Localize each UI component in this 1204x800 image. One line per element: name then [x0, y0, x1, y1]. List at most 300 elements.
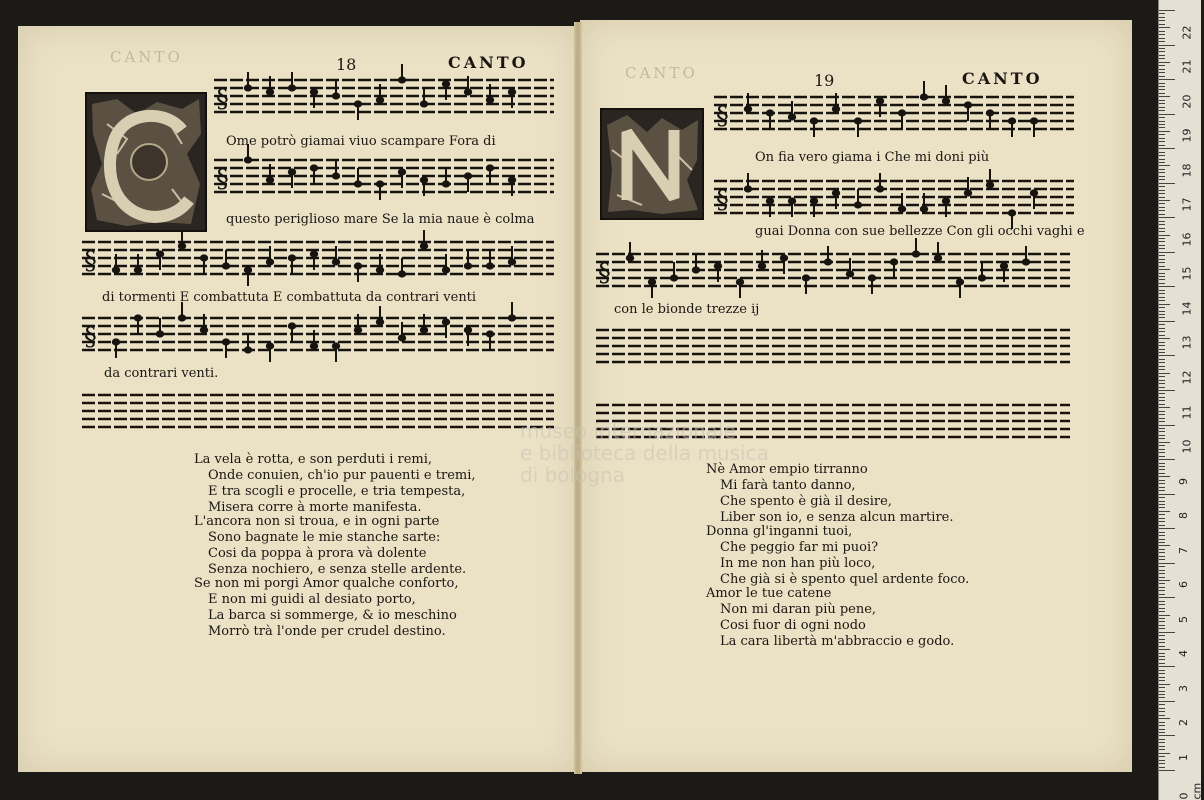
music-staff: [82, 306, 554, 362]
ruler-tick: [1159, 653, 1165, 654]
ruler-tick: [1159, 297, 1165, 298]
ruler-tick: [1159, 45, 1175, 46]
ruler-tick: [1159, 767, 1165, 768]
ruler-tick: [1159, 597, 1175, 598]
ruler-tick: [1159, 746, 1165, 747]
ruler-tick: [1159, 542, 1165, 543]
verse-stanza: [194, 576, 459, 640]
ruler-tick: [1159, 587, 1165, 588]
ruler-tick: [1159, 525, 1165, 526]
ruler-tick: [1159, 124, 1165, 125]
ruler-tick: [1159, 390, 1175, 391]
watermark-line: e biblioteca della musica: [520, 441, 769, 465]
ruler-tick: [1159, 670, 1165, 671]
ruler-tick: [1159, 684, 1170, 685]
ruler-tick: [1159, 131, 1170, 132]
ruler-tick: [1159, 521, 1165, 522]
ruler-tick: [1159, 352, 1165, 353]
ruler-tick: [1159, 545, 1170, 546]
ruler-tick: [1159, 207, 1165, 208]
ruler-tick: [1159, 162, 1165, 163]
ruler-tick: [1159, 10, 1175, 11]
library-watermark: [520, 420, 769, 486]
ruler-tick: [1159, 269, 1170, 270]
ruler-tick: [1159, 656, 1165, 657]
ruler-tick: [1159, 342, 1165, 343]
ruler-tick: [1159, 27, 1170, 28]
ruler-tick: [1159, 556, 1165, 557]
verse-line: Non mi daran più pene,: [720, 602, 877, 617]
ruler-tick: [1159, 300, 1165, 301]
ruler-tick: [1159, 666, 1175, 667]
ruler-number: 10: [1180, 439, 1194, 454]
ruler-number: 3: [1177, 684, 1190, 692]
verse-line: Misera corre à morte manifesta.: [208, 500, 422, 515]
ruler-tick: [1159, 197, 1165, 198]
ruler-tick: [1159, 110, 1165, 111]
verse-line: Donna gl'inganni tuoi,: [706, 524, 853, 539]
ruler-tick: [1159, 704, 1165, 705]
ruler-tick: [1159, 193, 1165, 194]
verse-line: Onde conuien, ch'io pur pauenti e tremi,: [208, 468, 476, 483]
ruler-tick: [1159, 148, 1175, 149]
ruler-tick: [1159, 155, 1165, 156]
ruler-tick: [1159, 580, 1170, 581]
ruler-tick: [1159, 373, 1170, 374]
ruler-tick: [1159, 286, 1175, 287]
ruler-tick: [1159, 739, 1165, 740]
ruler-tick: [1159, 756, 1165, 757]
ruler-tick: [1159, 58, 1165, 59]
ruler-number: 12: [1180, 370, 1194, 385]
ruler-tick: [1159, 628, 1165, 629]
ruler-number: 13: [1180, 335, 1194, 350]
ruler-tick: [1159, 452, 1165, 453]
ruler-tick: [1159, 338, 1170, 339]
ruler-tick: [1159, 649, 1170, 650]
ruler-tick: [1159, 279, 1165, 280]
ruler-tick: [1159, 238, 1165, 239]
ruler-tick: [1159, 625, 1165, 626]
ruler-tick: [1159, 770, 1175, 771]
ruler-tick: [1159, 518, 1165, 519]
ruler-tick: [1159, 760, 1165, 761]
lyric-line: On fia vero giama i Che mi doni più: [755, 150, 990, 165]
ruler-tick: [1159, 266, 1165, 267]
music-staff: [596, 242, 1070, 298]
ruler-tick: [1159, 20, 1165, 21]
lyric-line: Ome potrò giamai viuo scampare Fora di: [226, 134, 496, 149]
ruler-tick: [1159, 425, 1175, 426]
ruler-tick: [1159, 632, 1175, 633]
ruler-tick: [1159, 103, 1165, 104]
ruler-tick: [1159, 539, 1165, 540]
ruler-tick: [1159, 362, 1165, 363]
ruler-tick: [1159, 742, 1165, 743]
ruler-tick: [1159, 134, 1165, 135]
lyric-line: da contrari venti.: [104, 366, 219, 381]
ruler-tick: [1159, 615, 1170, 616]
verse-line: La vela è rotta, e son perduti i remi,: [194, 452, 433, 467]
ruler-tick: [1159, 456, 1165, 457]
ruler-tick: [1159, 376, 1165, 377]
ruler-tick: [1159, 86, 1165, 87]
ruler-number: 16: [1180, 232, 1194, 247]
ruler-tick: [1159, 369, 1165, 370]
ruler-tick: [1159, 431, 1165, 432]
ruler-tick: [1159, 311, 1165, 312]
ruler-tick: [1159, 694, 1165, 695]
verse-stanza: [706, 524, 969, 588]
ruler-tick: [1159, 235, 1170, 236]
ruler-tick: [1159, 89, 1165, 90]
ruler-tick: [1159, 217, 1175, 218]
ruler-tick: [1159, 680, 1165, 681]
ruler-tick: [1159, 283, 1165, 284]
ruler-tick: [1159, 380, 1165, 381]
clef-glyph: §: [84, 246, 97, 277]
ruler-tick: [1159, 421, 1165, 422]
ruler-tick: [1159, 210, 1165, 211]
ruler-tick: [1159, 114, 1175, 115]
ruler-tick: [1159, 763, 1165, 764]
ruler-tick: [1159, 577, 1165, 578]
ruler-number: 17: [1180, 197, 1194, 212]
music-staff: [214, 72, 554, 120]
ruler-tick: [1159, 366, 1165, 367]
ruler-tick: [1159, 663, 1165, 664]
ruler-tick: [1159, 159, 1165, 160]
verse-line: In me non han più loco,: [720, 556, 876, 571]
lyric-line: questo periglioso mare Se la mia naue è colma: [226, 212, 535, 227]
ruler-tick: [1159, 186, 1165, 187]
ruler-tick: [1159, 701, 1175, 702]
ruler-tick: [1159, 397, 1165, 398]
ruler-tick: [1159, 355, 1175, 356]
ruler-tick: [1159, 400, 1165, 401]
ruler-tick: [1159, 618, 1165, 619]
ruler-tick: [1159, 314, 1165, 315]
ruler-tick: [1159, 559, 1165, 560]
ruler-tick: [1159, 601, 1165, 602]
ruler-tick: [1159, 504, 1165, 505]
ruler-tick: [1159, 359, 1165, 360]
ruler-tick: [1159, 659, 1165, 660]
ruler-tick: [1159, 276, 1165, 277]
ruler-tick: [1159, 262, 1165, 263]
ruler-tick: [1159, 152, 1165, 153]
ruler-tick: [1159, 501, 1165, 502]
ruler-tick: [1159, 735, 1175, 736]
ruler-number: 15: [1180, 266, 1194, 281]
ruler-tick: [1159, 335, 1165, 336]
ruler-number: 18: [1180, 163, 1194, 178]
ruler-tick: [1159, 715, 1165, 716]
running-head-left: CANTO: [448, 53, 529, 72]
ruler-tick: [1159, 252, 1175, 253]
show-through-heading-left: CANTO: [110, 48, 183, 66]
verse-line: E non mi guidi al desiato porto,: [208, 592, 416, 607]
ruler-tick: [1159, 611, 1165, 612]
ruler-tick: [1159, 62, 1170, 63]
ruler-tick: [1159, 117, 1165, 118]
ruler-tick: [1159, 214, 1165, 215]
ruler-tick: [1159, 621, 1165, 622]
ruler-tick: [1159, 729, 1165, 730]
ruler-tick: [1159, 583, 1165, 584]
ruler-number: 1: [1177, 754, 1190, 761]
ruler-tick: [1159, 324, 1165, 325]
verse-stanza: [194, 514, 466, 578]
ruler-tick: [1159, 259, 1165, 260]
ruler-tick: [1159, 449, 1165, 450]
music-staff: [82, 228, 554, 288]
clef-glyph: §: [216, 84, 229, 115]
ruler-tick: [1159, 293, 1165, 294]
clef-glyph: §: [716, 185, 729, 216]
ruler-tick: [1159, 438, 1165, 439]
ruler-tick: [1159, 677, 1165, 678]
ruler-tick: [1159, 407, 1170, 408]
ruler-number: 20: [1180, 94, 1194, 109]
running-head-right: CANTO: [962, 69, 1043, 88]
decorated-initial-n: [600, 108, 704, 220]
music-staff: [714, 170, 1074, 224]
ruler-tick: [1159, 691, 1165, 692]
ruler-tick: [1159, 138, 1165, 139]
ruler-tick: [1159, 476, 1170, 477]
ruler-tick: [1159, 172, 1165, 173]
ruler-tick: [1159, 51, 1165, 52]
ruler-tick: [1159, 17, 1165, 18]
watermark-line: di bologna: [520, 463, 625, 487]
verse-stanza: [194, 452, 476, 516]
ruler-number: 4: [1177, 650, 1190, 658]
ruler-tick: [1159, 121, 1165, 122]
ruler-tick: [1159, 552, 1165, 553]
clef-glyph: §: [716, 101, 729, 132]
ruler-number: 19: [1180, 128, 1194, 143]
ruler-tick: [1159, 190, 1165, 191]
ruler-tick: [1159, 507, 1165, 508]
ruler-tick: [1159, 635, 1165, 636]
ruler-tick: [1159, 141, 1165, 142]
ruler-tick: [1159, 428, 1165, 429]
verse-line: La cara libertà m'abbraccio e godo.: [720, 634, 955, 649]
ruler-number: 11: [1180, 405, 1194, 420]
ruler-tick: [1159, 200, 1170, 201]
verse-line: Cosi da poppa à prora và dolente: [208, 546, 427, 561]
measuring-ruler: [1158, 0, 1204, 800]
ruler-tick: [1159, 321, 1175, 322]
clef-glyph: §: [216, 164, 229, 195]
ruler-tick: [1159, 549, 1165, 550]
ruler-tick: [1159, 13, 1165, 14]
ruler-tick: [1159, 41, 1165, 42]
ruler-number: 21: [1180, 59, 1194, 74]
empty-staff: [82, 386, 554, 436]
ruler-tick: [1159, 317, 1165, 318]
empty-staff: [596, 322, 1070, 370]
ruler-tick: [1159, 349, 1165, 350]
ruler-tick: [1159, 72, 1165, 73]
verse-line: Che peggio far mi puoi?: [720, 540, 879, 555]
ruler-tick: [1159, 76, 1165, 77]
ruler-tick: [1159, 487, 1165, 488]
ruler-tick: [1159, 145, 1165, 146]
ruler-tick: [1159, 393, 1165, 394]
ruler-tick: [1159, 566, 1165, 567]
verse-line: L'ancora non si troua, e in ogni parte: [194, 514, 440, 529]
ruler-tick: [1159, 169, 1165, 170]
clef-glyph: §: [598, 258, 611, 289]
ruler-tick: [1159, 573, 1165, 574]
ruler-tick: [1159, 494, 1175, 495]
ruler-tick: [1159, 570, 1165, 571]
ruler-tick: [1159, 463, 1165, 464]
ruler-tick: [1159, 69, 1165, 70]
ruler-tick: [1159, 483, 1165, 484]
music-staff: [714, 88, 1074, 138]
ruler-tick: [1159, 65, 1165, 66]
ruler-tick: [1159, 708, 1165, 709]
ruler-tick: [1159, 183, 1175, 184]
ruler-tick: [1159, 445, 1165, 446]
clef-glyph: §: [84, 322, 97, 353]
ruler-unit: 0 cm: [1177, 782, 1204, 800]
ruler-tick: [1159, 469, 1165, 470]
verse-line: Morrò trà l'onde per crudel destino.: [208, 624, 446, 639]
ruler-tick: [1159, 535, 1165, 536]
ruler-number: 6: [1177, 581, 1190, 589]
ruler-tick: [1159, 532, 1165, 533]
ruler-tick: [1159, 55, 1165, 56]
ruler-tick: [1159, 245, 1165, 246]
ruler-tick: [1159, 514, 1165, 515]
ruler-tick: [1159, 231, 1165, 232]
verse-line: Amor le tue catene: [706, 586, 832, 601]
lyric-line: di tormenti E combattuta E combattuta da contrari venti: [102, 290, 477, 305]
verse-line: Senza nochiero, e senza stelle ardente.: [208, 562, 467, 577]
ruler-tick: [1159, 304, 1170, 305]
ruler-tick: [1159, 473, 1165, 474]
ruler-tick: [1159, 718, 1170, 719]
ruler-tick: [1159, 31, 1165, 32]
ruler-tick: [1159, 221, 1165, 222]
ruler-tick: [1159, 749, 1165, 750]
ruler-tick: [1159, 345, 1165, 346]
ruler-tick: [1159, 100, 1165, 101]
ruler-tick: [1159, 490, 1165, 491]
decorated-initial-c: [85, 92, 207, 232]
verse-line: Sono bagnate le mie stanche sarte:: [208, 530, 441, 545]
verse-line: E tra scogli e procelle, e tria tempesta,: [208, 484, 466, 499]
ruler-tick: [1159, 732, 1165, 733]
ruler-tick: [1159, 255, 1165, 256]
music-staff: [214, 148, 554, 204]
ruler-tick: [1159, 722, 1165, 723]
ruler-tick: [1159, 24, 1165, 25]
ruler-tick: [1159, 48, 1165, 49]
verse-line: La barca si sommerge, & io meschino: [208, 608, 457, 623]
ruler-tick: [1159, 331, 1165, 332]
page-number-right: 19: [814, 71, 835, 90]
ruler-tick: [1159, 590, 1165, 591]
ruler-number: 5: [1177, 615, 1190, 623]
ruler-number: 22: [1180, 25, 1194, 40]
lyric-line: guai Donna con sue bellezze Con gli occhi vaghi e: [755, 224, 1085, 239]
ruler-tick: [1159, 228, 1165, 229]
ruler-tick: [1159, 528, 1175, 529]
ruler-tick: [1159, 466, 1165, 467]
ruler-tick: [1159, 725, 1165, 726]
ruler-tick: [1159, 642, 1165, 643]
watermark-line: museo internazionale: [520, 419, 736, 443]
verse-stanza: [706, 586, 954, 650]
ruler-tick: [1159, 697, 1165, 698]
ruler-tick: [1159, 639, 1165, 640]
ruler-tick: [1159, 273, 1165, 274]
ruler-number: 2: [1177, 719, 1190, 727]
ruler-tick: [1159, 328, 1165, 329]
ruler-tick: [1159, 459, 1175, 460]
ruler-number: 14: [1180, 301, 1194, 316]
ruler-tick: [1159, 563, 1175, 564]
ruler-tick: [1159, 418, 1165, 419]
ruler-tick: [1159, 383, 1165, 384]
ruler-tick: [1159, 83, 1165, 84]
ruler-tick: [1159, 480, 1165, 481]
ruler-tick: [1159, 442, 1170, 443]
ruler-tick: [1159, 165, 1170, 166]
ruler-tick: [1159, 646, 1165, 647]
ruler-tick: [1159, 79, 1175, 80]
ruler-tick: [1159, 604, 1165, 605]
ruler-tick: [1159, 224, 1165, 225]
ruler-tick: [1159, 179, 1165, 180]
ruler-tick: [1159, 241, 1165, 242]
ruler-tick: [1159, 176, 1165, 177]
ruler-tick: [1159, 608, 1165, 609]
verse-line: Mi farà tanto danno,: [720, 478, 856, 493]
ruler-tick: [1159, 38, 1165, 39]
ruler-tick: [1159, 127, 1165, 128]
ruler-tick: [1159, 290, 1165, 291]
ruler-tick: [1159, 248, 1165, 249]
verse-line: Cosi fuor di ogni nodo: [720, 618, 866, 633]
ruler-tick: [1159, 711, 1165, 712]
ruler-tick: [1159, 387, 1165, 388]
ruler-tick: [1159, 404, 1165, 405]
ruler-tick: [1159, 687, 1165, 688]
verse-line: Nè Amor empio tirranno: [706, 462, 868, 477]
ruler-tick: [1159, 34, 1165, 35]
verse-line: Che spento è già il desire,: [720, 494, 892, 509]
ruler-number: 8: [1177, 512, 1190, 520]
ruler-tick: [1159, 203, 1165, 204]
ruler-tick: [1159, 93, 1165, 94]
verse-line: Liber son io, e senza alcun martire.: [720, 510, 954, 525]
ruler-tick: [1159, 511, 1170, 512]
ruler-tick: [1159, 414, 1165, 415]
ruler-tick: [1159, 411, 1165, 412]
ruler-tick: [1159, 435, 1165, 436]
page-number-left: 18: [336, 55, 357, 74]
ruler-tick: [1159, 594, 1165, 595]
show-through-heading-right: CANTO: [625, 64, 698, 82]
verse-line: Se non mi porgi Amor qualche conforto,: [194, 576, 459, 591]
ruler-tick: [1159, 753, 1170, 754]
